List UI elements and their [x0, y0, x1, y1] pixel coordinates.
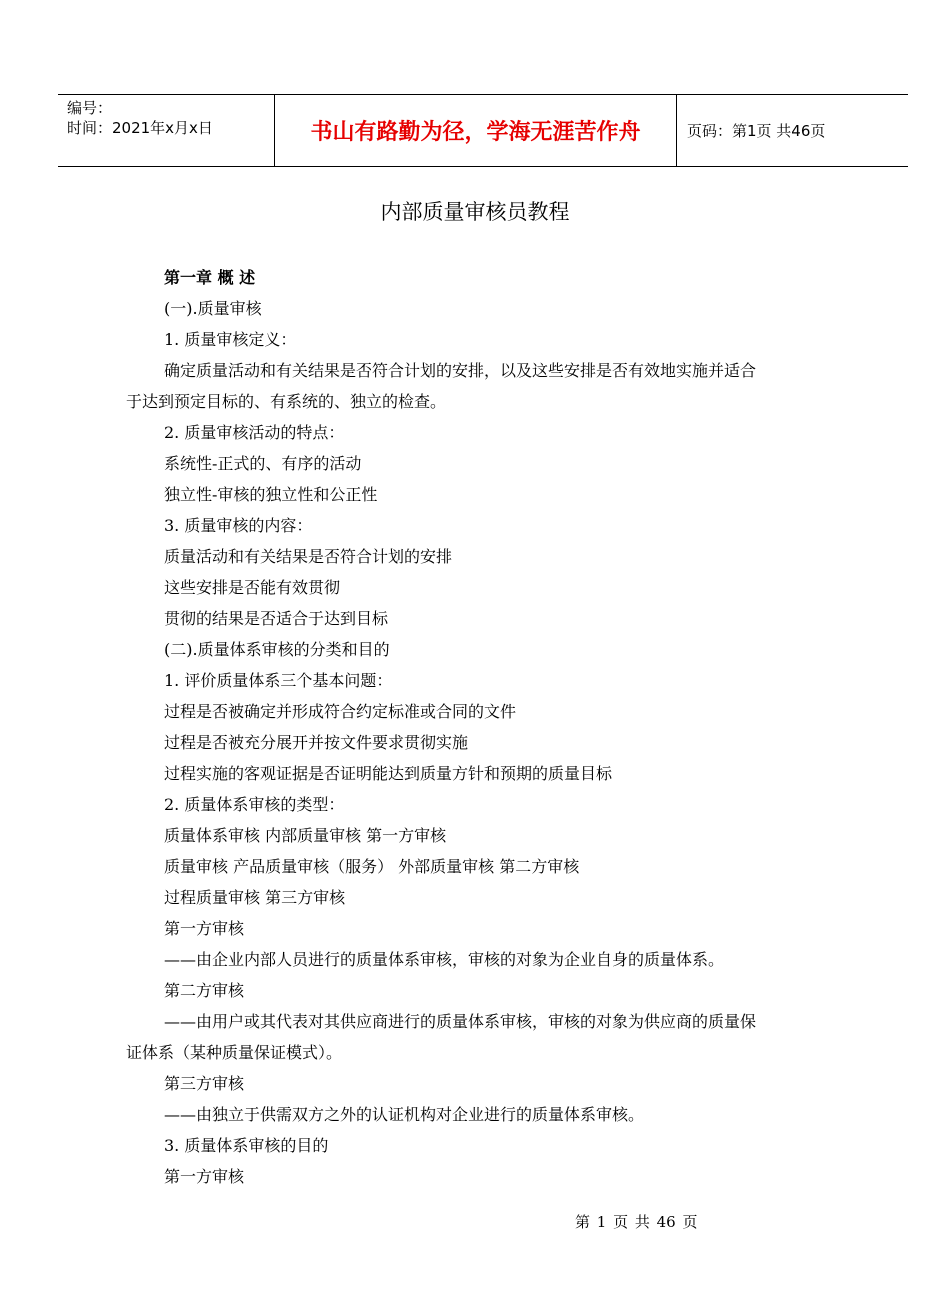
body-line: 证体系（某种质量保证模式）。: [126, 1043, 343, 1062]
body-line: (二).质量体系审核的分类和目的: [164, 640, 390, 659]
document-number-label: 编号：: [67, 99, 113, 117]
body-line: 第二方审核: [164, 981, 245, 1000]
page-footer: 第 1 页 共 46 页: [575, 1213, 698, 1231]
document-title: 内部质量审核员教程: [380, 200, 570, 224]
body-line: 质量体系审核 内部质量审核 第一方审核: [164, 826, 447, 845]
body-line: 1. 质量审核定义：: [164, 330, 297, 349]
body-line: 第一方审核: [164, 919, 245, 938]
body-line: 第三方审核: [164, 1074, 245, 1093]
body-line: 确定质量活动和有关结果是否符合计划的安排，以及这些安排是否有效地实施并适合: [164, 361, 757, 380]
body-line: 这些安排是否能有效贯彻: [164, 578, 341, 597]
header-table: [58, 94, 908, 167]
header-motto: 书山有路勤为径，学海无涯苦作舟: [310, 120, 641, 145]
body-line: 贯彻的结果是否适合于达到目标: [164, 609, 389, 628]
body-line: 质量审核 产品质量审核（服务） 外部质量审核 第二方审核: [164, 857, 580, 876]
body-line: 独立性-审核的独立性和公正性: [164, 485, 378, 504]
body-line: 过程质量审核 第三方审核: [164, 888, 346, 907]
body-line: 过程是否被充分展开并按文件要求贯彻实施: [164, 733, 469, 752]
header-meta-cell: [58, 95, 274, 166]
body-line: 系统性-正式的、有序的活动: [164, 454, 362, 473]
body-line: 3. 质量审核的内容：: [164, 516, 313, 535]
body-line: 质量活动和有关结果是否符合计划的安排: [164, 547, 453, 566]
body-line: ——由企业内部人员进行的质量体系审核，审核的对象为企业自身的质量体系。: [164, 950, 725, 969]
header-page-info: 页码：第1页 共46页: [687, 122, 826, 140]
document-time-label: 时间：2021年x月x日: [67, 119, 213, 137]
body-line: 3. 质量体系审核的目的: [164, 1136, 329, 1155]
body-line: 2. 质量审核活动的特点：: [164, 423, 345, 442]
document-body: [126, 262, 846, 1192]
body-line: 1. 评价质量体系三个基本问题：: [164, 671, 393, 690]
chapter-heading: 第一章 概 述: [164, 268, 256, 287]
body-line: ——由用户或其代表对其供应商进行的质量体系审核，审核的对象为供应商的质量保: [164, 1012, 757, 1031]
body-line: ——由独立于供需双方之外的认证机构对企业进行的质量体系审核。: [164, 1105, 645, 1124]
header-motto-cell: [274, 95, 677, 166]
body-line: 第一方审核: [164, 1167, 245, 1186]
body-line: 过程是否被确定并形成符合约定标准或合同的文件: [164, 702, 517, 721]
body-line: 于达到预定目标的、有系统的、独立的检查。: [126, 392, 447, 411]
header-page-cell: [677, 95, 908, 166]
body-line: (一).质量审核: [164, 299, 262, 318]
body-line: 过程实施的客观证据是否证明能达到质量方针和预期的质量目标: [164, 764, 613, 783]
body-line: 2. 质量体系审核的类型：: [164, 795, 345, 814]
